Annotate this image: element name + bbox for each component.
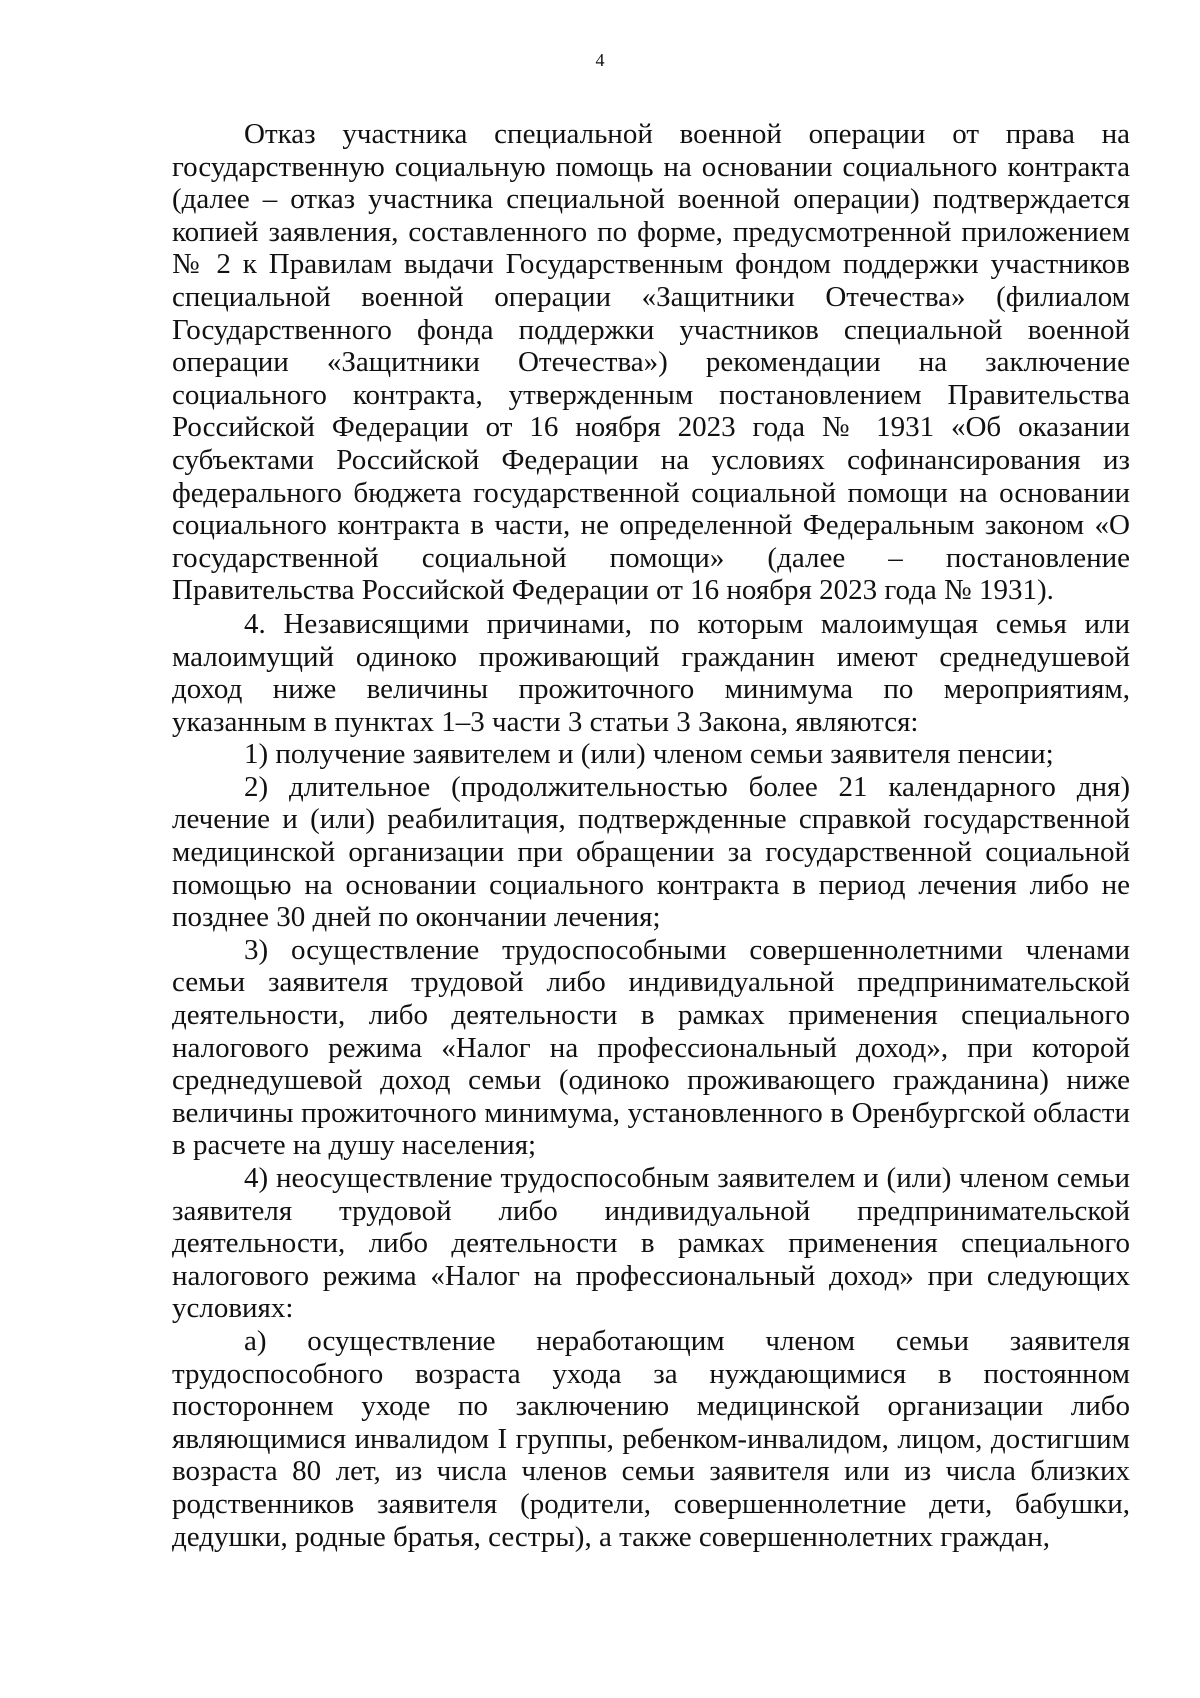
list-item-2-long-treatment: 2) длительное (продолжительностью более 21 календарного дня) лечение и (или) реабилитация, подтвержденные справкой государственной медицинской организации при обращении за государственной социальной помощью на основании социального контракта в период лечения либо не позднее 30 дней по окончании лечения; — [172, 770, 1130, 934]
list-subitem-a-care: а) осуществление неработающим членом семьи заявителя трудоспособного возраста ухода за нуждающимися в постоянном постороннем уходе по заключению медицинской организации либо являющимися инвалидом I группы, ребенком-инвалидом, лицом, достигшим возраста 80 лет, из числа членов семьи заявителя или из числа близких родственников заявителя (родители, совершеннолетние дети, бабушки, дедушки, родные братья, сестры), а также совершеннолетних граждан, — [172, 1324, 1130, 1553]
paragraph-refusal-confirmation: Отказ участника специальной военной операции от права на государственную социальную помощь на основании социального контракта (далее – отказ участника специальной военной операции) подтверждается копией заявления, составленного по форме, предусмотренной приложением № 2 к Правилам выдачи Государственным фондом поддержки участников специальной военной операции «Защитники Отечества» (филиалом Государственного фонда поддержки участников специальной военной операции «Защитники Отечества») рекомендации на заключение социального контракта, утвержденным постановлением Правительства Российской Федерации от 16 ноября 2023 года № 1931 «Об оказании субъектами Российской Федерации на условиях софинансирования из федерального бюджета государственной социальной помощи на основании социального контракта в части, не определенной Федеральным законом «О государственной социальной помощи» (далее – постановление Правительства Российской Федерации от 16 ноября 2023 года № 1931). — [172, 118, 1130, 607]
page-number: 4 — [595, 50, 605, 70]
paragraph-item-4-independent-reasons: 4. Независящими причинами, по которым малоимущая семья или малоимущий одиноко проживающий гражданин имеют среднедушевой доход ниже величины прожиточного минимума по мероприятиям, указанным в пунктах 1–3 части 3 статьи 3 Закона, являются: — [172, 607, 1130, 738]
list-item-1-pension: 1) получение заявителем и (или) членом семьи заявителя пенсии; — [244, 738, 1054, 771]
document-body — [172, 118, 1130, 1553]
list-item-4-non-employment: 4) неосуществление трудоспособным заявителем и (или) членом семьи заявителя трудовой либо индивидуальной предпринимательской деятельности, либо деятельности в рамках применения специального налогового режима «Налог на профессиональный доход» при следующих условиях: — [172, 1162, 1130, 1325]
list-item-3-employment: 3) осуществление трудоспособными совершеннолетними членами семьи заявителя трудовой либо индивидуальной предпринимательской деятельности, либо деятельности в рамках применения специального налогового режима «Налог на профессиональный доход», при которой среднедушевой доход семьи (одиноко проживающего гражданина) ниже величины прожиточного минимума, установленного в Оренбургской области в расчете на душу населения; — [172, 933, 1130, 1162]
